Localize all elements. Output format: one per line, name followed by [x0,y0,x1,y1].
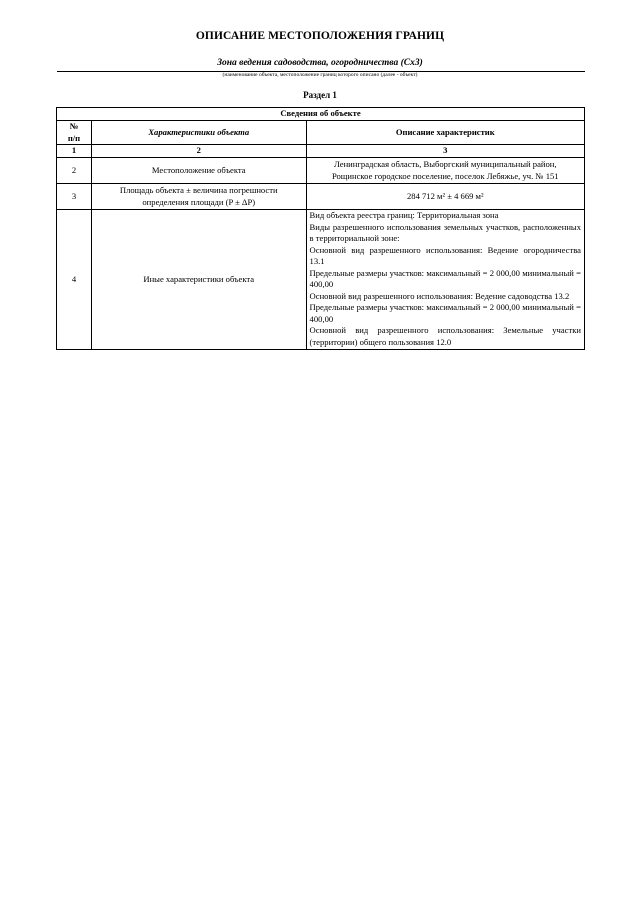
description-paragraph-7: Основной вид разрешенного использования: Земельные участки (территории) общего пользования 12.0 [309,325,581,347]
header-num-line2: п/п [67,132,81,143]
row-characteristic [91,184,306,210]
description-paragraph-6: Предельные размеры участков: максимальный = 2 000,00 минимальный = 400,00 [309,302,581,324]
row-characteristic: Местоположение объекта [91,158,306,184]
description-paragraph-4: Предельные размеры участков: максимальный = 2 000,00 минимальный = 400,00 [309,267,581,289]
table-row [57,184,585,210]
description-paragraph-1: Вид объекта реестра границ: Территориальная зона [309,210,499,220]
header-num-line1: № [69,121,79,131]
document-title: ОПИСАНИЕ МЕСТОПОЛОЖЕНИЯ ГРАНИЦ [195,30,445,42]
section-title: Раздел 1 [303,90,337,100]
header-num [57,121,92,145]
col-number-1: 1 [57,145,92,158]
row-characteristic: Иные характеристики объекта [91,210,306,350]
row-num: 2 [57,158,92,184]
description-paragraph-3: Основной вид разрешенного использования: Ведение огородничества 13.1 [309,244,581,266]
description-paragraph-5: Основной вид разрешенного использования: Ведение садоводства 13.2 [309,290,570,301]
table-row [57,210,585,350]
row-num: 4 [57,210,92,350]
object-name-caption: (наименование объекта, местоположение границ которого описано (далее - объект) [222,72,418,78]
area-label-line-2: определения площади (P ± ΔP) [142,196,256,207]
table-caption: Сведения об объекте [57,108,585,121]
area-label-line-1: Площадь объекта ± величина погрешности [119,185,278,195]
object-info-table [56,107,585,350]
row-description [306,210,584,350]
table-row [57,158,585,184]
header-characteristic: Характеристики объекта [91,121,306,145]
col-number-3: 3 [306,145,584,158]
description-paragraph-2: Виды разрешенного использования земельных участков, расположенных в территориальной зоне: [309,221,581,243]
object-name: Зона ведения садоводства, огородничества (Сх3) [217,58,423,68]
row-description [306,158,584,184]
location-line-2: Рощинское городское поселение, поселок Лебяжье, уч. № 151 [331,170,559,181]
location-line-1: Ленинградская область, Выборгский муниципальный район, [334,159,557,169]
col-number-2: 2 [91,145,306,158]
row-description: 284 712 м² ± 4 669 м² [306,184,584,210]
header-description: Описание характеристик [306,121,584,145]
row-num: 3 [57,184,92,210]
